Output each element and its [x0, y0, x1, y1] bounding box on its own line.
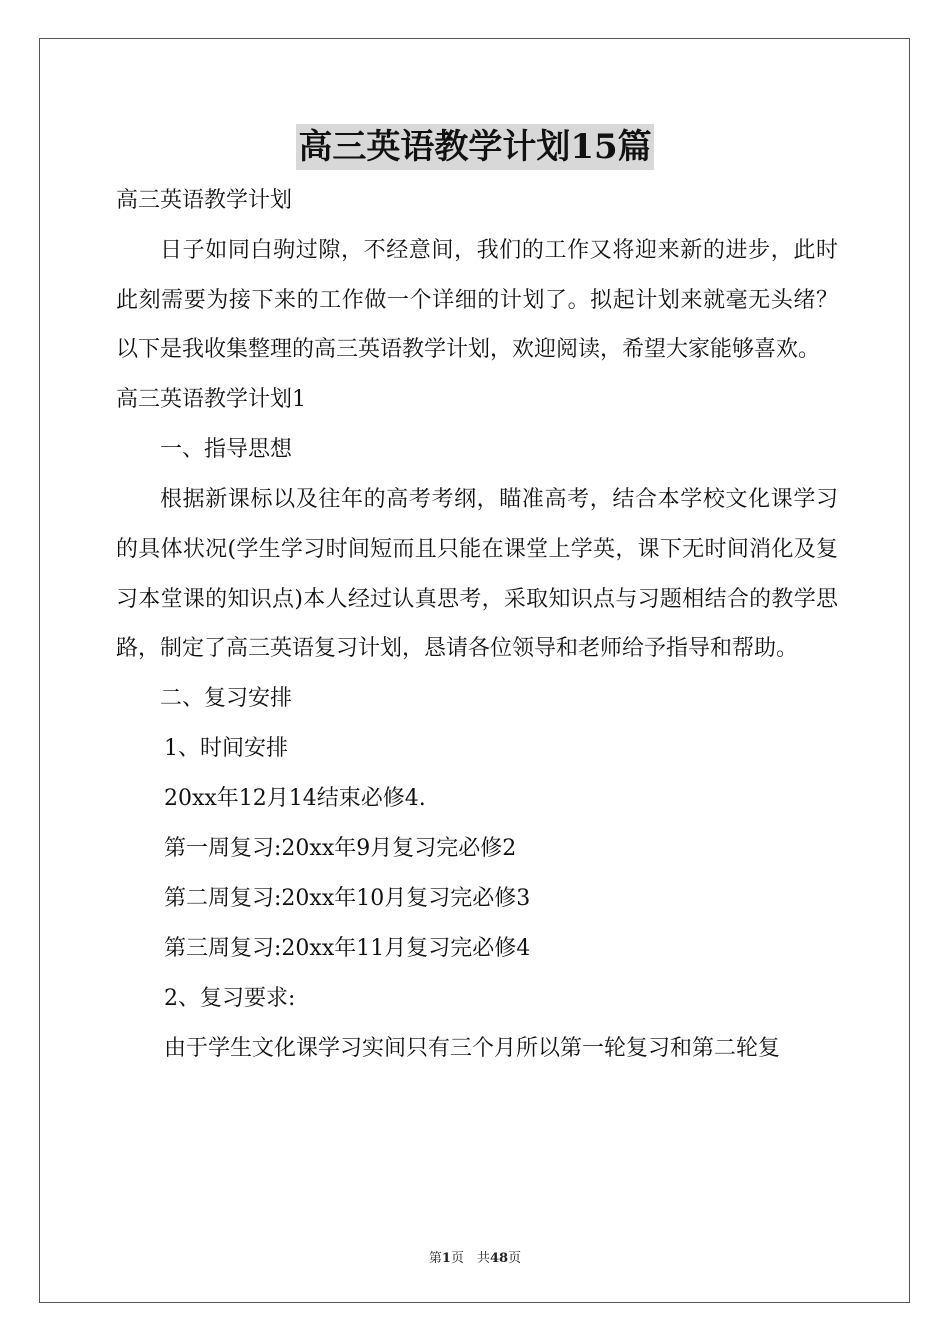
footer-prefix: 第 — [428, 1251, 442, 1266]
guiding-thought-paragraph: 根据新课标以及往年的高考考纲，瞄准高考，结合本学校文化课学习的具体状况(学生学习时间短而且只能在课堂上学英，课下无时间消化及复习本堂课的知识点)本人经过认真思考，采取知识点与习题相结合的教学思路，制定了高三英语复习计划，恳请各位领导和老师给予指导和帮助。 — [116, 487, 838, 662]
schedule-line: 第三周复习:20xx年11月复习完必修4 — [164, 935, 531, 961]
title-container — [0, 124, 950, 170]
document-body — [116, 176, 838, 1074]
subheading-review-requirements: 2、复习要求: — [164, 985, 296, 1011]
intro-paragraph: 日子如同白驹过隙，不经意间，我们的工作又将迎来新的进步，此时此刻需要为接下来的工作做一个详细的计划了。拟起计划来就毫无头绪？以下是我收集整理的高三英语教学计划，欢迎阅读，希望大家能够喜欢。 — [116, 238, 838, 363]
schedule-line: 第二周复习:20xx年10月复习完必修3 — [164, 885, 531, 911]
total-pages-number: 48 — [489, 1251, 509, 1266]
page-footer — [0, 1247, 950, 1266]
plan-heading: 高三英语教学计划1 — [116, 387, 306, 413]
section-heading: 高三英语教学计划 — [116, 188, 293, 213]
subheading-guiding-thought: 一、指导思想 — [160, 437, 293, 463]
footer-middle: 页 共 — [450, 1251, 490, 1266]
document-title: 高三英语教学计划15篇 — [296, 124, 653, 170]
subheading-time-arrangement: 1、时间安排 — [164, 735, 288, 761]
subheading-review-arrangement: 二、复习安排 — [160, 685, 293, 711]
footer-suffix: 页 — [508, 1251, 522, 1266]
current-page-number: 1 — [441, 1251, 451, 1266]
requirements-paragraph: 由于学生文化课学习实间只有三个月所以第一轮复习和第二轮复 — [164, 1035, 781, 1061]
schedule-line: 20xx年12月14结束必修4. — [164, 785, 426, 811]
schedule-line: 第一周复习:20xx年9月复习完必修2 — [164, 835, 517, 861]
